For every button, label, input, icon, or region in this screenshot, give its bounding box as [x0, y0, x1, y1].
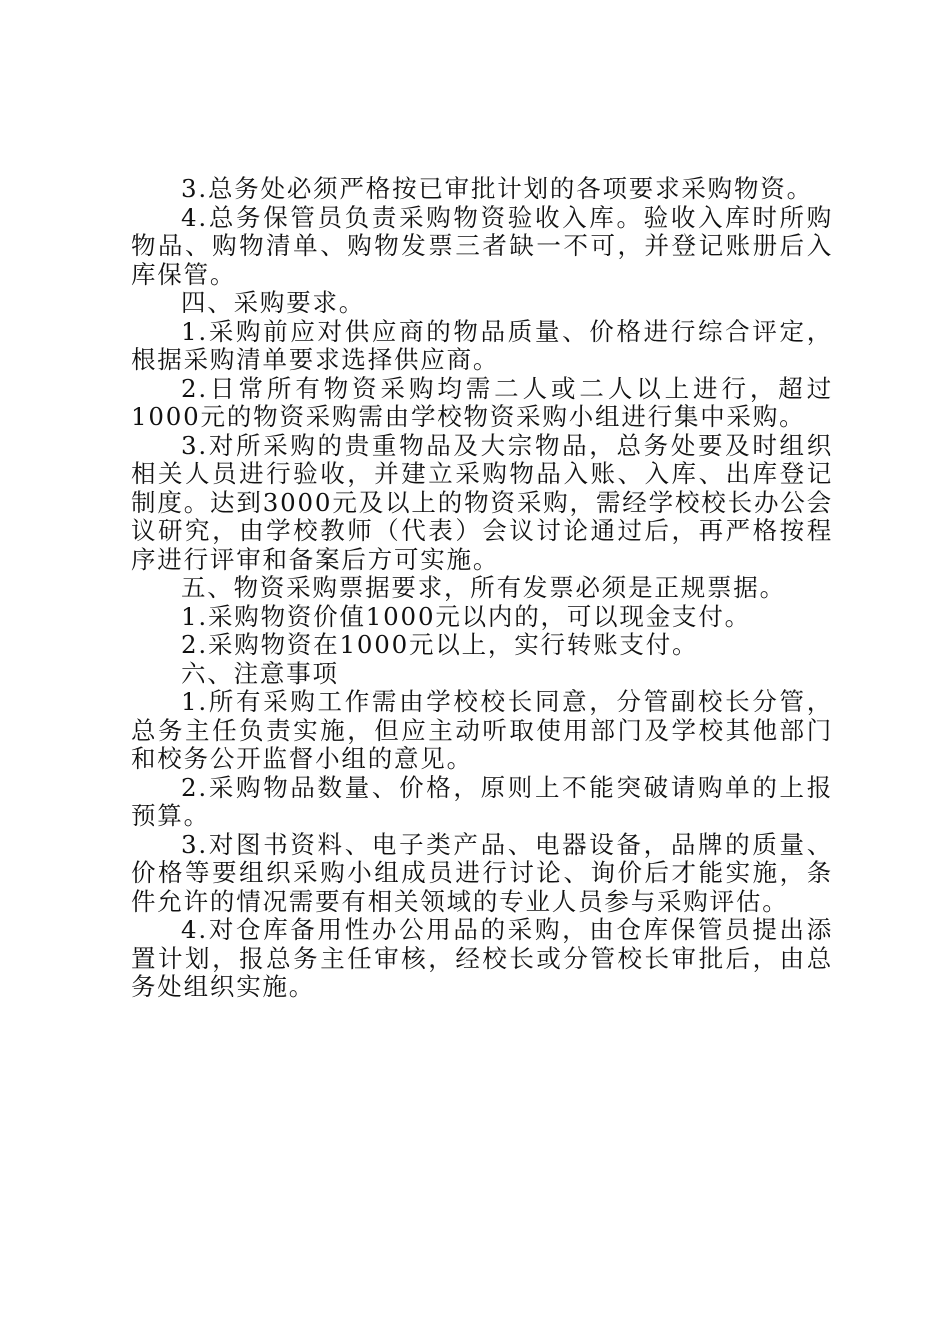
- paragraph-budget-limit: 2.采购物品数量、价格，原则上不能突破请购单的上报预算。: [131, 772, 833, 830]
- paragraph-office-supplies: 4.对仓库备用性办公用品的采购，由仓库保管员提出添置计划，报总务主任审核，经校长或分管校长审批后，由总务处组织实施。: [131, 915, 833, 1001]
- section-heading-purchase-requirements: 四、采购要求。: [181, 288, 366, 317]
- paragraph-cash-payment: 1.采购物资价值1000元以内的，可以现金支付。: [181, 601, 751, 631]
- paragraph-transfer-payment: 2.采购物资在1000元以上，实行转账支付。: [181, 630, 699, 659]
- document-body: [131, 175, 833, 1002]
- paragraph-valuable-items: 3.对所采购的贵重物品及大宗物品，总务处要及时组织相关人员进行验收，并建立采购物品入账、入库、出库登记制度。达到3000元及以上的物资采购，需经学校校长办公会议研究，由学校教师（代表）会议讨论通过后，再严格按程序进行评审和备案后方可实施。: [131, 430, 833, 574]
- paragraph-supplier-evaluation: 1.采购前应对供应商的物品质量、价格进行综合评定，根据采购清单要求选择供应商。: [131, 316, 833, 374]
- section-heading-invoice-requirements: 五、物资采购票据要求，所有发票必须是正规票据。: [181, 573, 786, 602]
- paragraph-two-person-rule: 2.日常所有物资采购均需二人或二人以上进行，超过1000元的物资采购需由学校物资采购小组进行集中采购。: [131, 373, 833, 431]
- paragraph-purchase-per-plan: 3.总务处必须严格按已审批计划的各项要求采购物资。: [181, 174, 813, 203]
- section-heading-notes: 六、注意事项: [181, 658, 339, 688]
- paragraph-equipment-review: 3.对图书资料、电子类产品、电器设备，品牌的质量、价格等要组织采购小组成员进行讨论、询价后才能实施，条件允许的情况需要有相关领域的专业人员参与采购评估。: [131, 829, 833, 916]
- paragraph-approval: 1.所有采购工作需由学校校长同意，分管副校长分管，总务主任负责实施，但应主动听取使用部门及学校其他部门和校务公开监督小组的意见。: [131, 687, 833, 773]
- paragraph-inspection-storage: 4.总务保管员负责采购物资验收入库。验收入库时所购物品、购物清单、购物发票三者缺一不可，并登记账册后入库保管。: [131, 202, 833, 289]
